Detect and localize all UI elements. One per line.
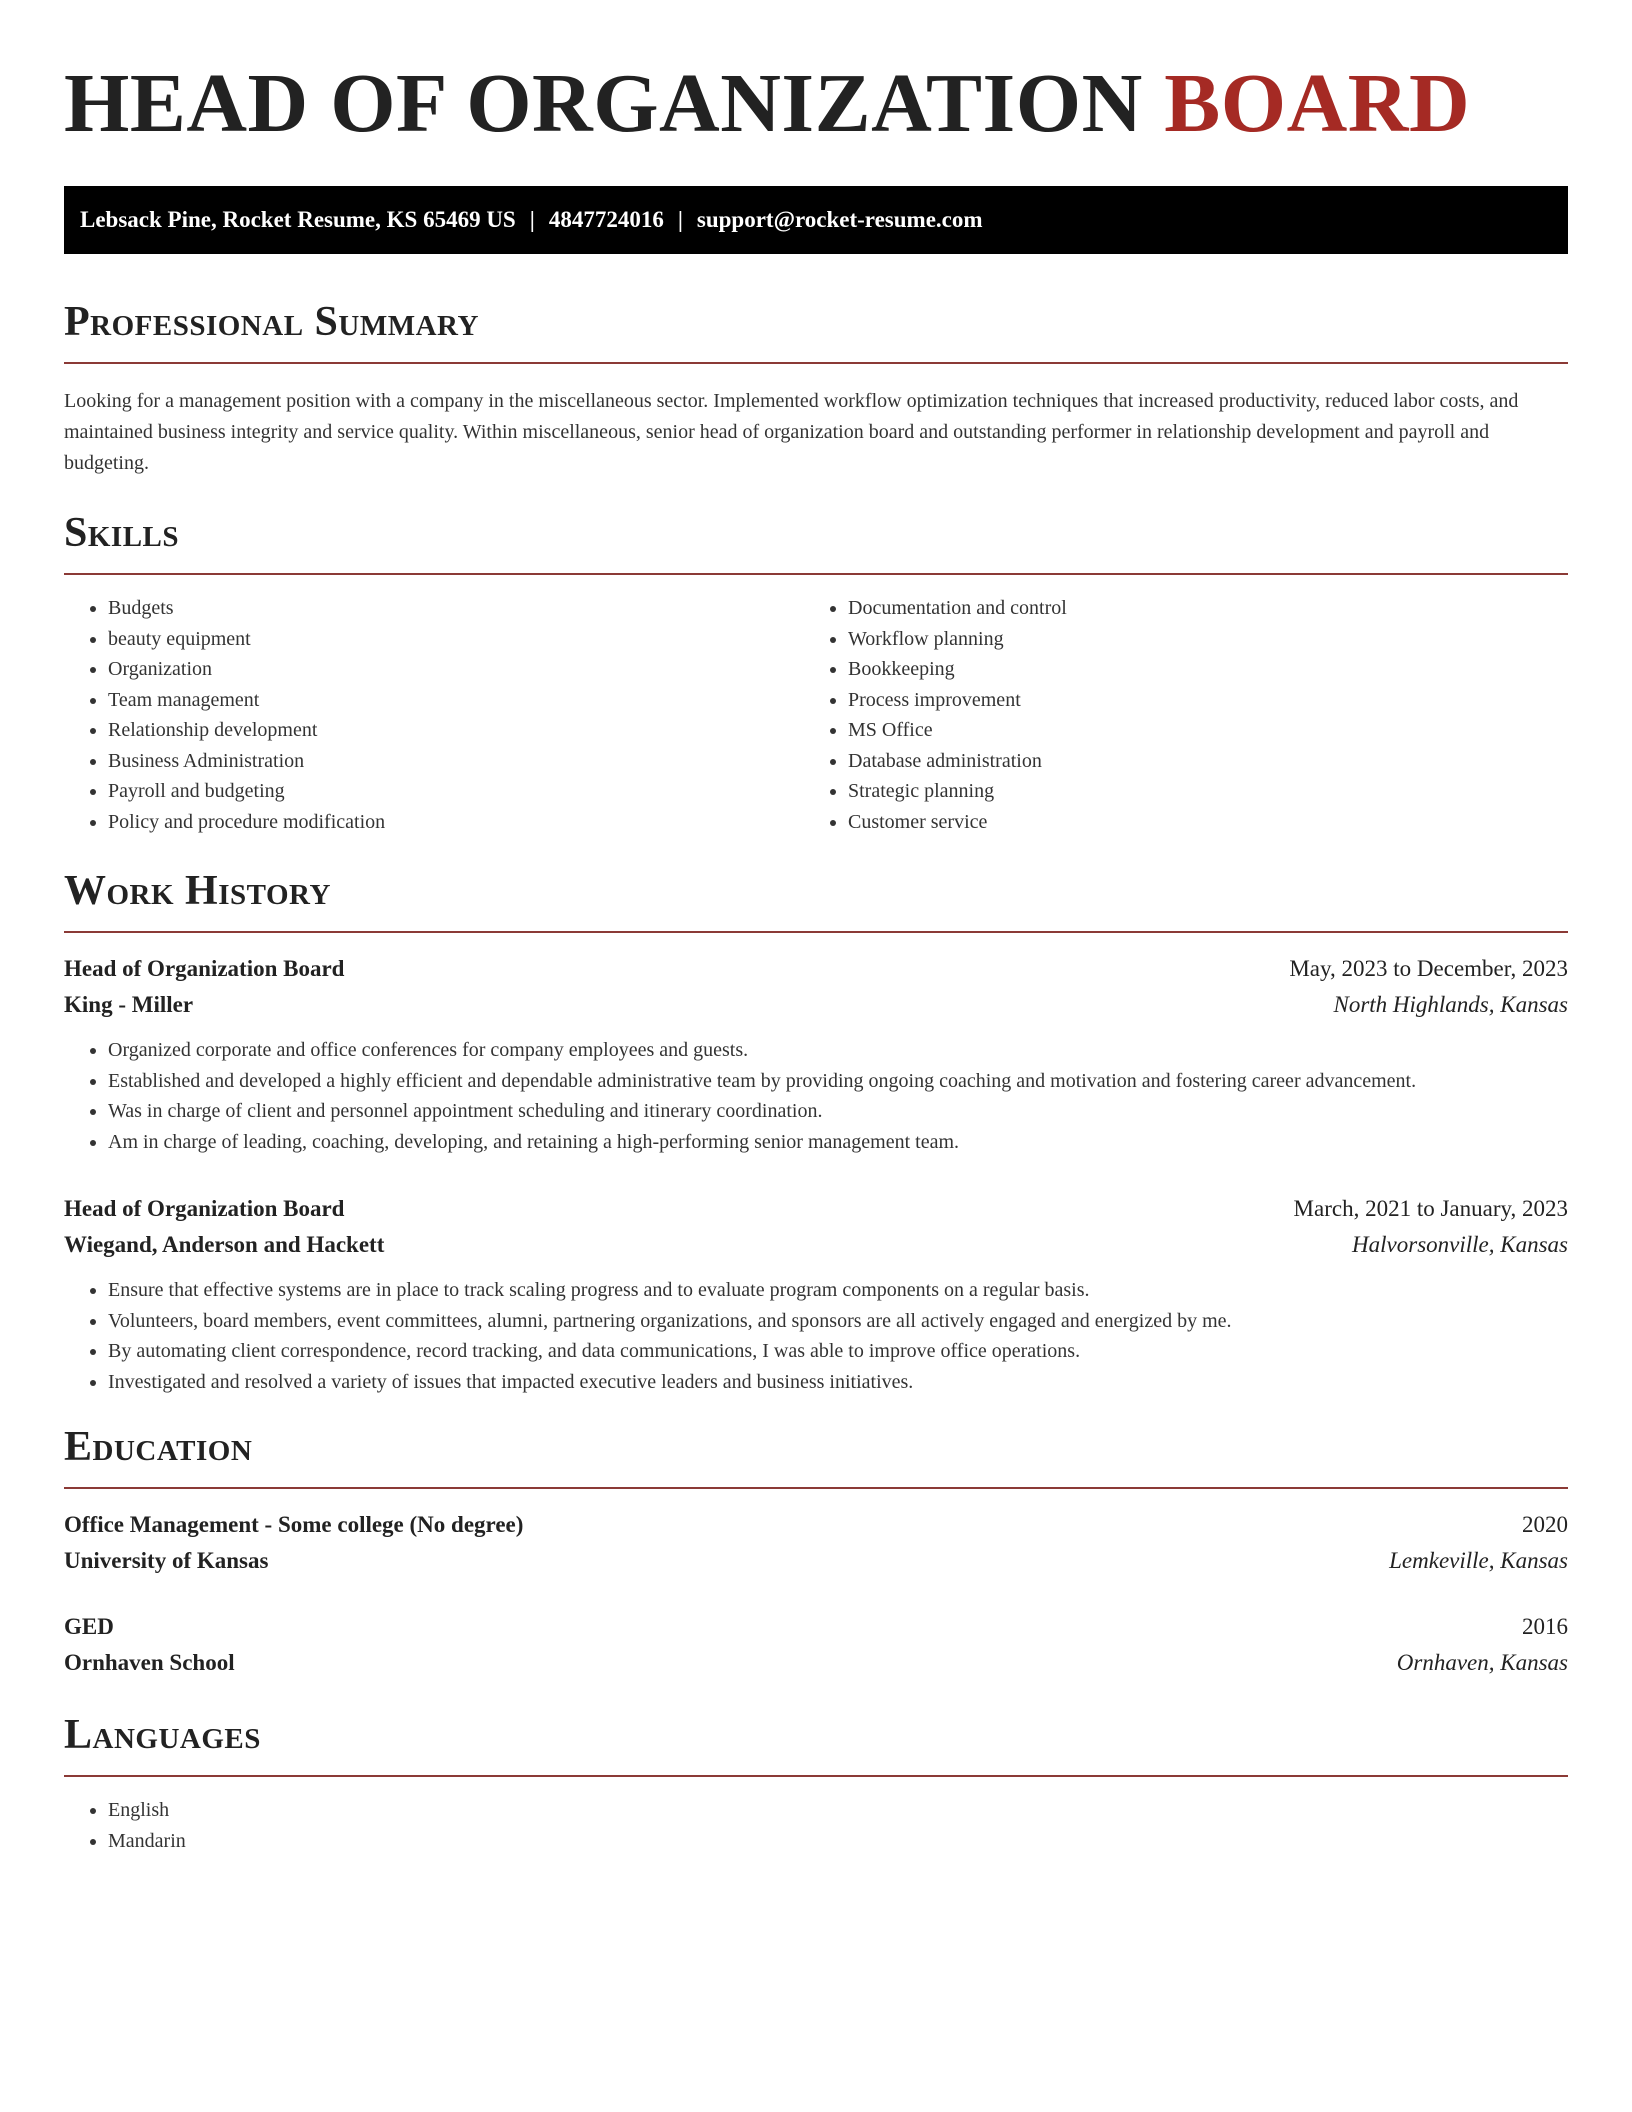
education-entry [64,1507,1568,1579]
section-title: Work History [64,868,331,914]
job-company-row [64,1227,1568,1263]
education-entry [64,1609,1568,1681]
work-history-section [64,865,1568,1397]
job-bullet: • Am in charge of leading, coaching, developing, and retaining a high-performing senior management team. [108,1127,1568,1158]
skill-item: • Workflow planning [848,624,1544,655]
contact-email: support@rocket-resume.com [696,207,983,232]
job-location: North Highlands, Kansas [1333,992,1568,1017]
languages-section [64,1709,1568,1856]
education-location: Lemkeville, Kansas [1389,1548,1568,1573]
job-entry [64,951,1568,1157]
education-degree: Office Management - Some college (No degree) [64,1512,524,1537]
education-header-row [64,1609,1568,1645]
skill-item: • Process improvement [848,685,1544,716]
name-main: HEAD OF ORGANIZATION [64,57,1143,150]
contact-separator: | [677,207,683,232]
section-divider [64,1775,1568,1777]
skill-item: • Budgets [108,593,804,624]
contact-separator: | [529,207,535,232]
skills-section [64,507,1568,837]
languages-list [64,1795,1568,1856]
contact-address: Lebsack Pine, Rocket Resume, KS 65469 US [80,207,516,232]
job-bullets [64,1035,1568,1157]
section-divider [64,362,1568,364]
skill-item: • Customer service [848,807,1544,838]
section-divider [64,931,1568,933]
section-title: Education [64,1424,253,1470]
name-accent: BOARD [1164,57,1471,150]
job-title: Head of Organization Board [64,1196,345,1221]
education-location: Ornhaven, Kansas [1396,1650,1568,1675]
job-bullet: • Ensure that effective systems are in place to track scaling progress and to evaluate program components on a regular basis. [108,1275,1568,1306]
skill-item: • Organization [108,654,804,685]
job-title: Head of Organization Board [64,956,345,981]
job-bullet: • Was in charge of client and personnel appointment scheduling and itinerary coordination. [108,1096,1568,1127]
job-bullet: • Established and developed a highly efficient and dependable administrative team by providing ongoing coaching and motivation and fostering career advancement. [108,1066,1568,1097]
skill-item: • beauty equipment [108,624,804,655]
skills-list-left [64,593,804,837]
section-title: Languages [64,1712,261,1758]
summary-text: Looking for a management position with a company in the miscellaneous sector. Implemented workflow optimization techniques that increased productivity, reduced labor costs, and maintained business integrity and service quality. Within miscellaneous, senior head of organization board and outstanding performer in relationship development and payroll and budgeting. [64,390,1519,474]
language-item: • Mandarin [108,1826,1568,1857]
job-bullets [64,1275,1568,1397]
job-company-row [64,987,1568,1023]
job-company: Wiegand, Anderson and Hackett [64,1232,385,1257]
contact-phone: 4847724016 [548,207,664,232]
job-company: King - Miller [64,992,194,1017]
education-header-row [64,1507,1568,1543]
section-divider [64,1487,1568,1489]
job-dates: March, 2021 to January, 2023 [1293,1196,1568,1221]
job-bullet: • Organized corporate and office conferences for company employees and guests. [108,1035,1568,1066]
education-year: 2016 [1522,1614,1568,1639]
skill-item: • Relationship development [108,715,804,746]
job-dates: May, 2023 to December, 2023 [1289,956,1568,981]
section-title: Skills [64,510,180,556]
skill-item: • Business Administration [108,746,804,777]
language-item: • English [108,1795,1568,1826]
job-bullet: • Volunteers, board members, event committees, alumni, partnering organizations, and sponsors are all actively engaged and energized by me. [108,1306,1568,1337]
skill-item: • Team management [108,685,804,716]
job-header-row [64,1191,1568,1227]
candidate-name [64,56,1568,152]
education-school: University of Kansas [64,1548,269,1573]
section-title: Professional Summary [64,299,479,345]
skill-item: • Payroll and budgeting [108,776,804,807]
skill-item: • Documentation and control [848,593,1544,624]
job-bullet: • By automating client correspondence, record tracking, and data communications, I was able to improve office operations. [108,1336,1568,1367]
education-year: 2020 [1522,1512,1568,1537]
contact-bar [64,186,1568,254]
skill-item: • Strategic planning [848,776,1544,807]
job-entry [64,1191,1568,1397]
skill-item: • MS Office [848,715,1544,746]
skill-item: • Policy and procedure modification [108,807,804,838]
skill-item: • Bookkeeping [848,654,1544,685]
education-school-row [64,1645,1568,1681]
education-section [64,1421,1568,1681]
skills-columns [64,593,1568,837]
job-bullet: • Investigated and resolved a variety of issues that impacted executive leaders and business initiatives. [108,1367,1568,1398]
education-school: Ornhaven School [64,1650,235,1675]
education-school-row [64,1543,1568,1579]
job-header-row [64,951,1568,987]
education-degree: GED [64,1614,114,1639]
job-location: Halvorsonville, Kansas [1352,1232,1568,1257]
section-divider [64,573,1568,575]
skill-item: • Database administration [848,746,1544,777]
summary-section [64,296,1568,479]
skills-list-right [804,593,1544,837]
